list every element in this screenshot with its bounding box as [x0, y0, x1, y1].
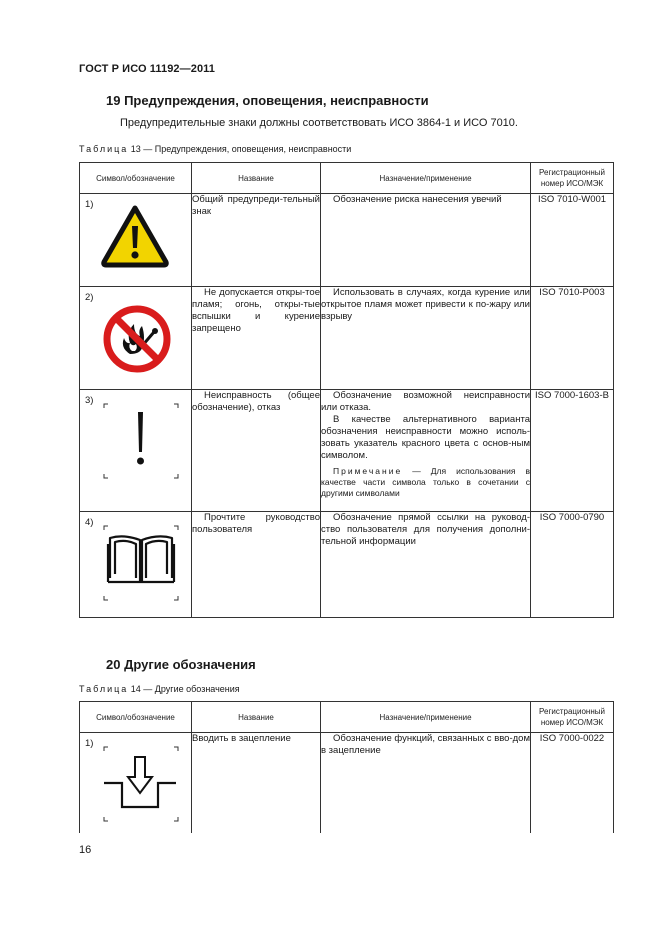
symbol-cell [80, 733, 192, 833]
reg-cell: ISO 7000-1603-B [531, 390, 614, 512]
note-label: Примечание [333, 466, 403, 476]
table-row [80, 194, 614, 287]
purpose-cell: Обозначение риска нанесения увечий [321, 194, 531, 287]
symbol-cell [80, 512, 192, 618]
table-row [80, 733, 614, 833]
purpose-cell: Обозначение функций, связанных с вво-дом в зацепление [321, 733, 531, 833]
table-row [80, 287, 614, 390]
row-number: 1) [85, 738, 94, 749]
reg-cell: ISO 7000-0790 [531, 512, 614, 618]
header-name: Название [192, 163, 321, 194]
book-icon [102, 524, 182, 606]
caption-rest: 14 — Другие обозначения [128, 684, 240, 694]
purpose-cell: Обозначение прямой ссылки на руковод-ство пользователя для получения дополни-тельной информации [321, 512, 531, 618]
row-number: 4) [85, 517, 94, 528]
symbol-cell [80, 390, 192, 512]
note-text: — Для использования в качестве части символа только в сочетании с другими символами [321, 466, 530, 498]
table-13 [79, 162, 614, 618]
page-number: 16 [79, 844, 92, 856]
reg-cell: ISO 7010-P003 [531, 287, 614, 390]
reg-cell: ISO 7000-0022 [531, 733, 614, 833]
no-open-flame-icon [102, 304, 172, 374]
header-symbol: Символ/обозначение [80, 163, 192, 194]
caption-prefix: Таблица [79, 684, 129, 694]
row-number: 3) [85, 395, 94, 406]
purpose-text: Обозначение возможной неисправности или отказа. [321, 390, 530, 413]
row-number: 2) [85, 292, 94, 303]
document-code: ГОСТ Р ИСО 11192—2011 [79, 63, 216, 75]
table-13-caption [79, 144, 351, 154]
warning-triangle-icon [100, 204, 170, 268]
table-14 [79, 701, 614, 833]
name-cell: Прочтите руководство пользователя [192, 512, 321, 618]
header-reg: Регистрационный номер ИСО/МЭК [531, 702, 614, 733]
name-cell: Общий предупреди-тельный знак [192, 194, 321, 287]
row-number: 1) [85, 199, 94, 210]
purpose-text-2: В качестве альтернативного варианта обозначения неисправности можно исполь-зовать указатель красного цвета с основ-ным символом. [321, 414, 530, 461]
section-19-intro: Предупредительные знаки должны соответствовать ИСО 3864-1 и ИСО 7010. [120, 117, 518, 129]
table-row [80, 512, 614, 618]
header-reg: Регистрационный номер ИСО/МЭК [531, 163, 614, 194]
table-row [80, 390, 614, 512]
reg-cell: ISO 7010-W001 [531, 194, 614, 287]
caption-rest: 13 — Предупреждения, оповещения, неисправности [128, 144, 352, 154]
engage-icon [102, 745, 182, 827]
purpose-cell: Использовать в случаях, когда курение или открытое пламя может привести к по-жару или взрыву [321, 287, 531, 390]
symbol-cell [80, 287, 192, 390]
name-cell: Вводить в зацепление [192, 733, 321, 833]
purpose-cell [321, 390, 531, 512]
name-cell: Неисправность (общее обозначение), отказ [192, 390, 321, 512]
header-purpose: Назначение/применение [321, 702, 531, 733]
header-symbol: Символ/обозначение [80, 702, 192, 733]
section-19-title: 19 Предупреждения, оповещения, неисправности [106, 93, 429, 108]
header-name: Название [192, 702, 321, 733]
exclamation-icon [102, 402, 182, 484]
note [321, 466, 530, 499]
table-14-caption [79, 684, 240, 694]
header-purpose: Назначение/применение [321, 163, 531, 194]
symbol-cell [80, 194, 192, 287]
name-cell: Не допускается откры-тое пламя; огонь, откры-тые вспышки и курение запрещено [192, 287, 321, 390]
caption-prefix: Таблица [79, 144, 129, 154]
section-20-title: 20 Другие обозначения [106, 657, 256, 672]
